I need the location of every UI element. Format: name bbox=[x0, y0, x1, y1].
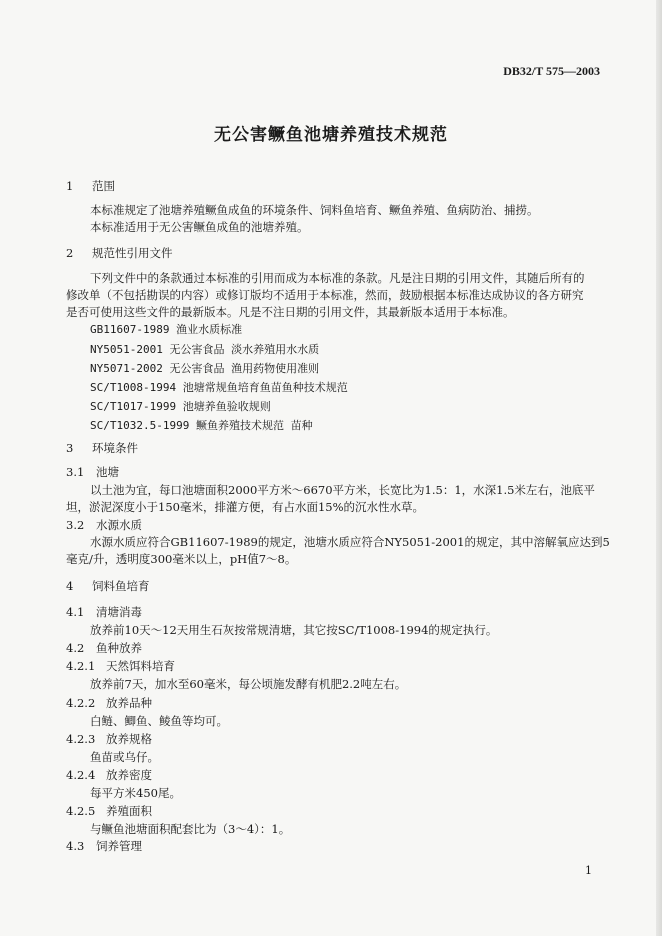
paragraph: 鱼苗或乌仔。 bbox=[90, 750, 159, 764]
reference-item: NY5071-2002 无公害食品 渔用药物使用准则 bbox=[90, 362, 320, 375]
subsection-number: 4.1 bbox=[66, 605, 85, 619]
document-title: 无公害鳜鱼池塘养殖技术规范 bbox=[214, 125, 448, 145]
reference-item: SC/T1008-1994 池塘常规鱼培育鱼苗鱼种技术规范 bbox=[90, 381, 348, 394]
section-3-heading bbox=[66, 440, 138, 456]
paragraph: 与鳜鱼池塘面积配套比为（3～4）：1。 bbox=[90, 822, 291, 836]
section-2-heading bbox=[66, 245, 173, 261]
reference-item: GB11607-1989 渔业水质标准 bbox=[90, 323, 243, 336]
subsection-number: 4.3 bbox=[66, 839, 85, 853]
section-title: 环境条件 bbox=[92, 441, 138, 455]
reference-item: SC/T1032.5-1999 鳜鱼养殖技术规范 苗种 bbox=[90, 419, 313, 432]
subsection-title: 水源水质 bbox=[96, 518, 142, 532]
section-1-heading bbox=[66, 178, 115, 194]
section-number: 2 bbox=[66, 246, 74, 260]
section-title: 饲料鱼培育 bbox=[92, 579, 150, 593]
paragraph: 放养前10天～12天用生石灰按常规清塘，其它按SC/T1008-1994的规定执行。 bbox=[90, 623, 498, 637]
subsection-3-2-heading bbox=[66, 517, 142, 533]
standard-code: DB32/T 575—2003 bbox=[503, 64, 600, 78]
subsection-number: 4.2 bbox=[66, 641, 85, 655]
subsection-title: 放养密度 bbox=[106, 768, 152, 782]
paragraph: 放养前7天，加水至60毫米，每公顷施发酵有机肥2.2吨左右。 bbox=[90, 677, 407, 691]
reference-item: SC/T1017-1999 池塘养鱼验收规则 bbox=[90, 400, 271, 413]
subsection-title: 鱼种放养 bbox=[96, 641, 142, 655]
paragraph: 修改单（不包括勘误的内容）或修订版均不适用于本标准，然而，鼓励根据本标准达成协议的各方研究 bbox=[66, 288, 584, 302]
subsection-number: 4.2.2 bbox=[66, 696, 96, 710]
subsection-number: 3.2 bbox=[66, 518, 85, 532]
subsection-4-2-4-heading bbox=[66, 767, 152, 783]
subsection-3-1-heading bbox=[66, 464, 119, 480]
paragraph: 坦，淤泥深度小于150毫米，排灌方便，有占水面15%的沉水性水草。 bbox=[66, 500, 425, 514]
paragraph: 白鲢、鲫鱼、鲮鱼等均可。 bbox=[90, 714, 228, 728]
paragraph: 毫克/升，透明度300毫米以上，pH值7～8。 bbox=[66, 552, 297, 566]
section-title: 范围 bbox=[92, 179, 115, 193]
section-number: 4 bbox=[66, 579, 74, 593]
paragraph: 以土池为宜，每口池塘面积2000平方米～6670平方米，长宽比为1.5：1，水深1.5米左右，池底平 bbox=[90, 483, 595, 497]
subsection-4-2-1-heading bbox=[66, 658, 175, 674]
reference-item: NY5051-2001 无公害食品 淡水养殖用水水质 bbox=[90, 343, 320, 356]
section-title: 规范性引用文件 bbox=[92, 246, 173, 260]
subsection-number: 4.2.5 bbox=[66, 804, 96, 818]
section-4-heading bbox=[66, 578, 150, 594]
subsection-4-2-5-heading bbox=[66, 803, 152, 819]
paragraph: 水源水质应符合GB11607-1989的规定，池塘水质应符合NY5051-2001的规定，其中溶解氧应达到5 bbox=[90, 535, 610, 549]
subsection-4-1-heading bbox=[66, 604, 142, 620]
section-number: 1 bbox=[66, 179, 74, 193]
subsection-title: 放养规格 bbox=[106, 732, 152, 746]
subsection-title: 养殖面积 bbox=[106, 804, 152, 818]
paragraph: 是否可使用这些文件的最新版本。凡是不注日期的引用文件，其最新版本适用于本标准。 bbox=[66, 305, 515, 319]
subsection-4-2-heading bbox=[66, 640, 142, 656]
subsection-number: 4.2.1 bbox=[66, 659, 96, 673]
subsection-title: 放养品种 bbox=[106, 696, 152, 710]
subsection-4-2-2-heading bbox=[66, 695, 152, 711]
subsection-title: 饲养管理 bbox=[96, 839, 142, 853]
subsection-title: 清塘消毒 bbox=[96, 605, 142, 619]
paragraph: 下列文件中的条款通过本标准的引用而成为本标准的条款。凡是注日期的引用文件，其随后所有的 bbox=[90, 271, 585, 285]
paragraph: 每平方米450尾。 bbox=[90, 786, 181, 800]
scan-edge bbox=[656, 0, 662, 936]
subsection-title: 池塘 bbox=[96, 465, 119, 479]
page-number: 1 bbox=[585, 864, 592, 877]
paragraph: 本标准适用于无公害鳜鱼成鱼的池塘养殖。 bbox=[90, 220, 309, 234]
section-number: 3 bbox=[66, 441, 74, 455]
subsection-number: 4.2.4 bbox=[66, 768, 96, 782]
subsection-number: 4.2.3 bbox=[66, 732, 96, 746]
subsection-number: 3.1 bbox=[66, 465, 85, 479]
subsection-4-2-3-heading bbox=[66, 731, 152, 747]
subsection-4-3-heading bbox=[66, 838, 142, 854]
paragraph: 本标准规定了池塘养殖鳜鱼成鱼的环境条件、饲料鱼培育、鳜鱼养殖、鱼病防治、捕捞。 bbox=[90, 203, 539, 217]
subsection-title: 天然饵料培育 bbox=[106, 659, 175, 673]
